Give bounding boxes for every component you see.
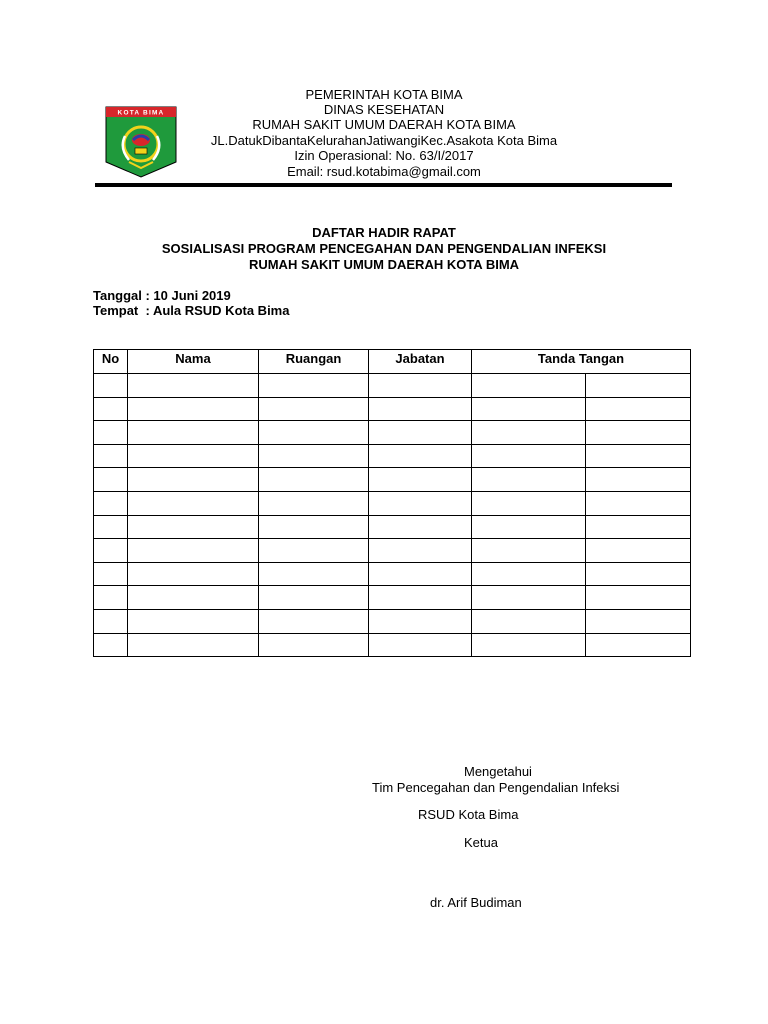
- table-row: [94, 633, 691, 657]
- table-cell: [259, 562, 369, 586]
- sign-role: Ketua: [464, 835, 498, 850]
- table-cell: [128, 515, 259, 539]
- table-cell: [94, 609, 128, 633]
- document-subtitle: SOSIALISASI PROGRAM PENCEGAHAN DAN PENGENDALIAN INFEKSI: [161, 241, 607, 256]
- header-tanda-tangan: Tanda Tangan: [472, 350, 691, 374]
- table-cell: [128, 374, 259, 398]
- table-cell: [369, 374, 472, 398]
- table-cell: [472, 397, 586, 421]
- table-cell: [586, 374, 691, 398]
- table-cell: [472, 374, 586, 398]
- table-cell: [586, 397, 691, 421]
- header-nama: Nama: [128, 350, 259, 374]
- kop-government: PEMERINTAH KOTA BIMA: [305, 87, 463, 102]
- table-cell: [369, 562, 472, 586]
- table-cell: [472, 421, 586, 445]
- table-cell: [94, 397, 128, 421]
- table-cell: [369, 609, 472, 633]
- table-cell: [94, 491, 128, 515]
- attendance-rows: [94, 374, 691, 657]
- table-cell: [586, 515, 691, 539]
- table-cell: [472, 444, 586, 468]
- meeting-date: Tanggal : 10 Juni 2019: [93, 288, 231, 303]
- table-cell: [94, 444, 128, 468]
- table-row: [94, 515, 691, 539]
- table-cell: [586, 444, 691, 468]
- table-row: [94, 586, 691, 610]
- table-cell: [369, 633, 472, 657]
- table-header-row: [94, 350, 691, 374]
- table-cell: [472, 491, 586, 515]
- table-cell: [259, 609, 369, 633]
- table-cell: [259, 539, 369, 563]
- kop-permit: Izin Operasional: No. 63/I/2017: [294, 148, 474, 163]
- table-cell: [94, 515, 128, 539]
- table-cell: [259, 374, 369, 398]
- table-row: [94, 397, 691, 421]
- kop-department: DINAS KESEHATAN: [323, 102, 445, 117]
- table-cell: [94, 421, 128, 445]
- header-jabatan: Jabatan: [369, 350, 472, 374]
- table-cell: [128, 397, 259, 421]
- table-cell: [369, 397, 472, 421]
- table-cell: [586, 609, 691, 633]
- table-cell: [472, 609, 586, 633]
- kop-hospital: RUMAH SAKIT UMUM DAERAH KOTA BIMA: [252, 117, 516, 132]
- kop-email: Email: rsud.kotabima@gmail.com: [287, 164, 481, 179]
- sign-hospital: RSUD Kota Bima: [418, 807, 519, 822]
- table-cell: [586, 586, 691, 610]
- header-no: No: [94, 350, 128, 374]
- meeting-place: Tempat : Aula RSUD Kota Bima: [93, 303, 290, 318]
- table-cell: [128, 562, 259, 586]
- table-cell: [586, 491, 691, 515]
- table-cell: [369, 586, 472, 610]
- table-row: [94, 562, 691, 586]
- document-title: DAFTAR HADIR RAPAT: [312, 225, 456, 240]
- table-cell: [586, 633, 691, 657]
- table-cell: [472, 633, 586, 657]
- table-cell: [369, 515, 472, 539]
- table-cell: [128, 586, 259, 610]
- table-cell: [586, 421, 691, 445]
- table-cell: [586, 562, 691, 586]
- table-cell: [128, 421, 259, 445]
- header-ruangan: Ruangan: [259, 350, 369, 374]
- sign-name: dr. Arif Budiman: [430, 895, 522, 910]
- table-row: [94, 374, 691, 398]
- sign-team: Tim Pencegahan dan Pengendalian Infeksi: [372, 780, 620, 795]
- emblem-caption: KOTA BIMA: [117, 109, 165, 117]
- table-cell: [586, 539, 691, 563]
- table-cell: [369, 468, 472, 492]
- kop-address: JL.DatukDibantaKelurahanJatiwangiKec.Asakota Kota Bima: [210, 133, 558, 148]
- table-cell: [472, 468, 586, 492]
- table-cell: [94, 468, 128, 492]
- document-subtitle-hospital: RUMAH SAKIT UMUM DAERAH KOTA BIMA: [248, 257, 520, 272]
- table-cell: [259, 633, 369, 657]
- table-cell: [128, 633, 259, 657]
- table-cell: [94, 374, 128, 398]
- letterhead-divider: [95, 183, 672, 187]
- table-cell: [259, 397, 369, 421]
- table-cell: [128, 539, 259, 563]
- table-row: [94, 491, 691, 515]
- table-cell: [472, 562, 586, 586]
- table-cell: [472, 515, 586, 539]
- table-cell: [128, 444, 259, 468]
- table-cell: [94, 633, 128, 657]
- table-cell: [472, 539, 586, 563]
- table-row: [94, 609, 691, 633]
- table-cell: [128, 468, 259, 492]
- table-row: [94, 539, 691, 563]
- table-cell: [369, 539, 472, 563]
- table-cell: [259, 586, 369, 610]
- table-cell: [128, 491, 259, 515]
- table-cell: [259, 468, 369, 492]
- table-cell: [128, 609, 259, 633]
- table-cell: [94, 539, 128, 563]
- attendance-table: [93, 349, 691, 657]
- sign-acknowledged: Mengetahui: [464, 764, 532, 779]
- table-row: [94, 421, 691, 445]
- table-cell: [259, 491, 369, 515]
- table-cell: [259, 444, 369, 468]
- table-cell: [586, 468, 691, 492]
- table-cell: [259, 515, 369, 539]
- table-cell: [94, 586, 128, 610]
- table-cell: [259, 421, 369, 445]
- table-cell: [472, 586, 586, 610]
- table-cell: [369, 444, 472, 468]
- table-row: [94, 444, 691, 468]
- table-cell: [369, 491, 472, 515]
- table-row: [94, 468, 691, 492]
- table-cell: [94, 562, 128, 586]
- table-cell: [369, 421, 472, 445]
